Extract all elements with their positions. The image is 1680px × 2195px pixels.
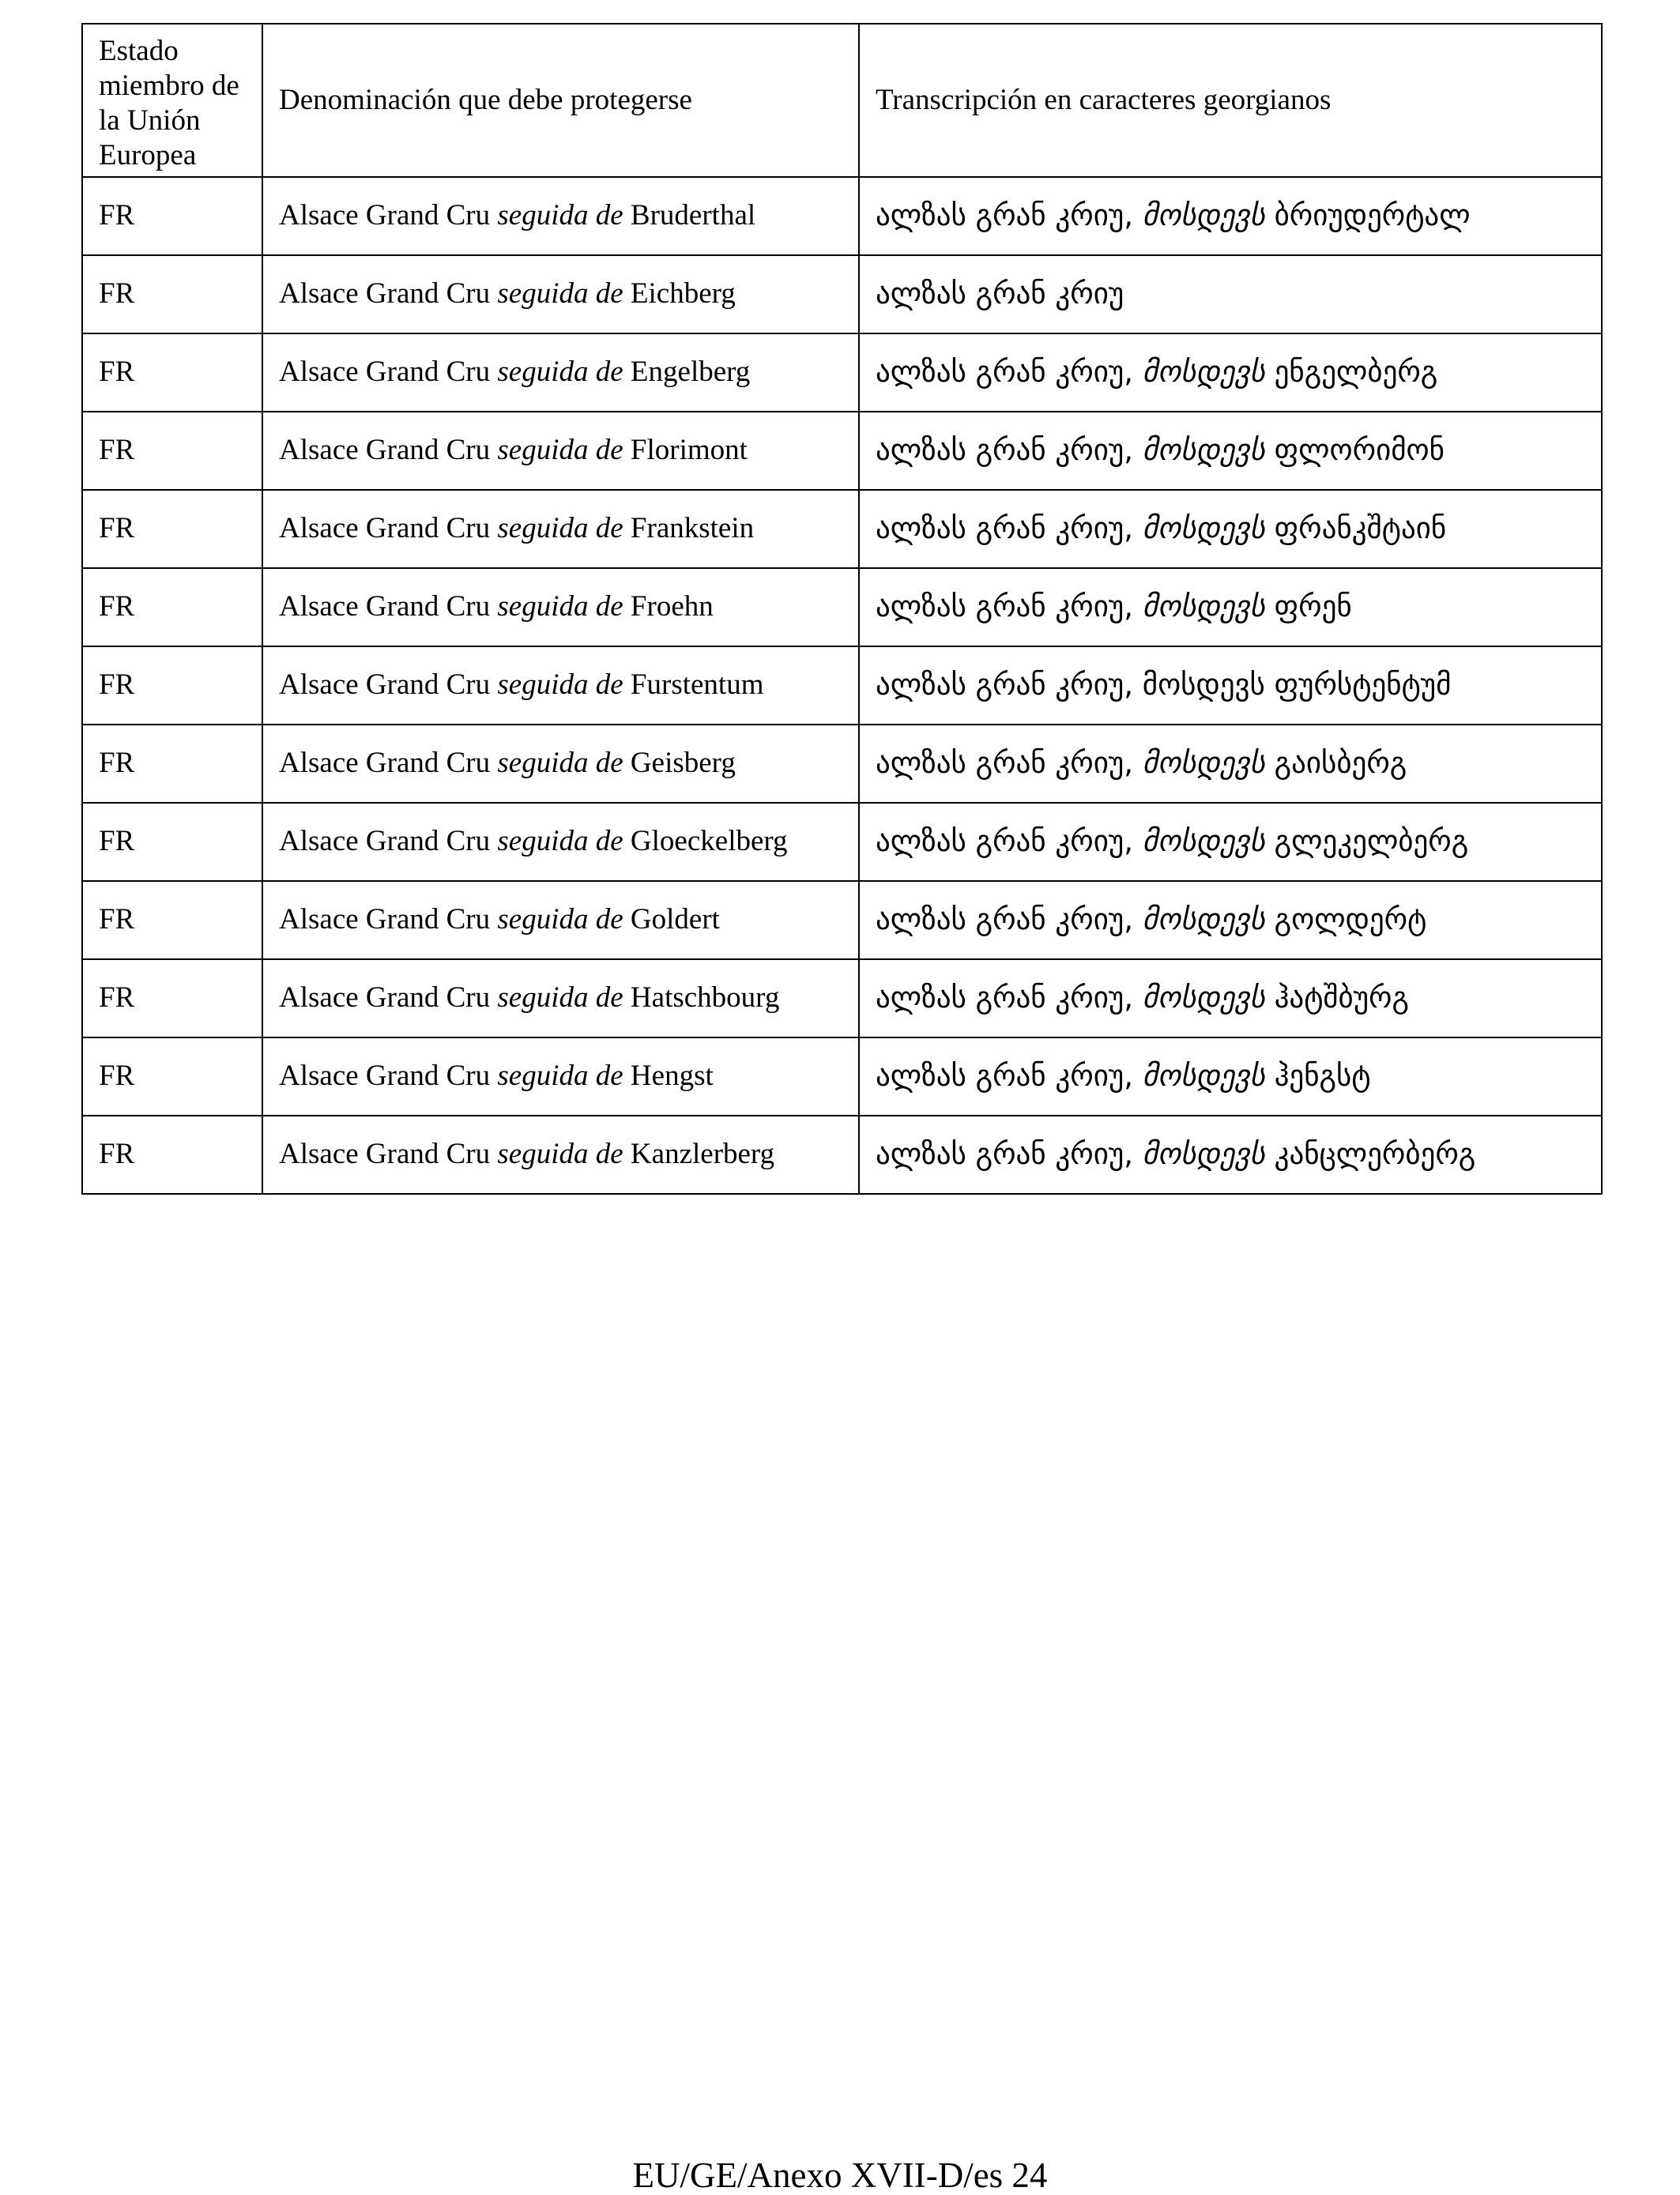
denomination-connector: seguida de (497, 668, 623, 701)
transcription-base: ალზას გრან კრიუ (876, 277, 1124, 311)
transcription-separator: , (1124, 1059, 1143, 1093)
cell-transcription (859, 177, 1602, 255)
cell-state: FR (82, 1116, 262, 1194)
cell-state: FR (82, 412, 262, 490)
transcription-base: ალზას გრან კრიუ (876, 824, 1124, 858)
header-transcription: Transcripción en caracteres georgianos (859, 24, 1602, 177)
denomination-connector: seguida de (497, 590, 623, 623)
transcription-suffix: ჰენგსტ (1264, 1059, 1371, 1093)
cell-state: FR (82, 725, 262, 803)
transcription-suffix: გოლდერტ (1264, 902, 1427, 936)
denomination-suffix: Frankstein (623, 512, 755, 544)
transcription-base: ალზას გრან კრიუ (876, 355, 1124, 389)
transcription-connector: მოსდევს (1142, 981, 1265, 1015)
denomination-prefix: Alsace Grand Cru (279, 277, 498, 310)
denomination-suffix: Gloeckelberg (623, 825, 788, 857)
denomination-connector: seguida de (497, 277, 623, 310)
transcription-connector: მოსდევს (1142, 511, 1265, 545)
table-row (82, 490, 1602, 568)
transcription-suffix: ფურსტენტუმ (1264, 668, 1452, 702)
transcription-connector: მოსდევს (1142, 746, 1265, 780)
transcription-separator: , (1124, 1137, 1143, 1171)
denomination-suffix: Kanzlerberg (623, 1138, 775, 1170)
transcription-base: ალზას გრან კრიუ (876, 511, 1124, 545)
cell-transcription (859, 881, 1602, 959)
cell-state: FR (82, 333, 262, 412)
denomination-connector: seguida de (497, 356, 623, 388)
cell-denomination (262, 490, 859, 568)
denomination-prefix: Alsace Grand Cru (279, 199, 498, 232)
cell-transcription (859, 568, 1602, 646)
denomination-prefix: Alsace Grand Cru (279, 356, 498, 388)
denomination-suffix: Engelberg (623, 356, 751, 388)
transcription-connector: მოსდევს (1142, 1059, 1265, 1093)
transcription-separator: , (1124, 589, 1143, 623)
transcription-base: ალზას გრან კრიუ (876, 1059, 1124, 1093)
cell-denomination (262, 1037, 859, 1116)
cell-denomination (262, 725, 859, 803)
transcription-suffix: გაისბერგ (1264, 746, 1407, 780)
denomination-connector: seguida de (497, 199, 623, 232)
cell-transcription (859, 490, 1602, 568)
denomination-connector: seguida de (497, 747, 623, 779)
cell-state: FR (82, 490, 262, 568)
table-row (82, 959, 1602, 1037)
transcription-separator: , (1124, 668, 1143, 702)
table-row (82, 568, 1602, 646)
cell-transcription (859, 646, 1602, 725)
transcription-base: ალზას გრან კრიუ (876, 198, 1124, 232)
cell-state: FR (82, 177, 262, 255)
denomination-prefix: Alsace Grand Cru (279, 590, 498, 623)
denomination-suffix: Furstentum (623, 668, 764, 701)
header-state: Estado miembro de la Unión Europea (82, 24, 262, 177)
table-row (82, 1116, 1602, 1194)
transcription-connector: მოსდევს (1142, 902, 1265, 936)
denomination-connector: seguida de (497, 903, 623, 936)
transcription-separator: , (1124, 902, 1143, 936)
transcription-base: ალზას გრან კრიუ (876, 902, 1124, 936)
transcription-suffix: ფრენ (1264, 589, 1352, 623)
denomination-suffix: Florimont (623, 434, 748, 466)
table-header-row (82, 24, 1602, 177)
table-row (82, 1037, 1602, 1116)
cell-denomination (262, 803, 859, 881)
transcription-base: ალზას გრან კრიუ (876, 1137, 1124, 1171)
cell-state: FR (82, 1037, 262, 1116)
denomination-suffix: Goldert (623, 903, 720, 936)
denomination-prefix: Alsace Grand Cru (279, 1060, 498, 1092)
cell-state: FR (82, 959, 262, 1037)
transcription-separator: , (1124, 981, 1143, 1015)
cell-state: FR (82, 803, 262, 881)
transcription-separator: , (1124, 824, 1143, 858)
denomination-prefix: Alsace Grand Cru (279, 668, 498, 701)
transcription-base: ალზას გრან კრიუ (876, 746, 1124, 780)
transcription-separator: , (1124, 198, 1143, 232)
cell-state: FR (82, 255, 262, 333)
denomination-prefix: Alsace Grand Cru (279, 981, 498, 1014)
table-row (82, 255, 1602, 333)
cell-transcription (859, 412, 1602, 490)
denomination-suffix: Hengst (623, 1060, 714, 1092)
transcription-connector: მოსდევს (1142, 589, 1265, 623)
cell-transcription (859, 803, 1602, 881)
cell-denomination (262, 568, 859, 646)
denomination-connector: seguida de (497, 1138, 623, 1170)
cell-state: FR (82, 568, 262, 646)
transcription-suffix: ენგელბერგ (1264, 355, 1438, 389)
transcription-connector: მოსდევს (1142, 668, 1265, 702)
cell-transcription (859, 1037, 1602, 1116)
gi-table (81, 23, 1603, 1195)
page-footer-reference: EU/GE/Anexo XVII-D/es 24 (632, 2155, 1048, 2195)
transcription-suffix: კანცლერბერგ (1264, 1137, 1476, 1171)
cell-transcription (859, 725, 1602, 803)
transcription-separator: , (1124, 746, 1143, 780)
denomination-suffix: Eichberg (623, 277, 736, 310)
table-row (82, 177, 1602, 255)
cell-transcription (859, 1116, 1602, 1194)
denomination-prefix: Alsace Grand Cru (279, 747, 498, 779)
cell-denomination (262, 881, 859, 959)
denomination-connector: seguida de (497, 512, 623, 544)
denomination-suffix: Froehn (623, 590, 714, 623)
table-row (82, 333, 1602, 412)
table-row (82, 412, 1602, 490)
denomination-suffix: Hatschbourg (623, 981, 780, 1014)
cell-state: FR (82, 646, 262, 725)
transcription-connector: მოსდევს (1142, 1137, 1265, 1171)
cell-state: FR (82, 881, 262, 959)
table-row (82, 803, 1602, 881)
denomination-suffix: Geisberg (623, 747, 736, 779)
transcription-suffix: გლეკელბერგ (1264, 824, 1469, 858)
table-row (82, 646, 1602, 725)
cell-denomination (262, 412, 859, 490)
denomination-suffix: Bruderthal (623, 199, 756, 232)
cell-denomination (262, 959, 859, 1037)
transcription-connector: მოსდევს (1142, 198, 1265, 232)
header-denomination: Denominación que debe protegerse (262, 24, 859, 177)
transcription-separator: , (1124, 433, 1143, 467)
transcription-base: ალზას გრან კრიუ (876, 433, 1124, 467)
denomination-prefix: Alsace Grand Cru (279, 903, 498, 936)
transcription-suffix: ფლორიმონ (1264, 433, 1445, 467)
transcription-separator: , (1124, 355, 1143, 389)
transcription-separator: , (1124, 511, 1143, 545)
transcription-base: ალზას გრან კრიუ (876, 668, 1124, 702)
transcription-suffix: ჰატშბურგ (1264, 981, 1409, 1015)
transcription-suffix: ფრანკშტაინ (1264, 511, 1447, 545)
transcription-base: ალზას გრან კრიუ (876, 589, 1124, 623)
denomination-connector: seguida de (497, 825, 623, 857)
cell-transcription (859, 959, 1602, 1037)
table-row (82, 881, 1602, 959)
transcription-base: ალზას გრან კრიუ (876, 981, 1124, 1015)
denomination-prefix: Alsace Grand Cru (279, 434, 498, 466)
denomination-prefix: Alsace Grand Cru (279, 825, 498, 857)
transcription-connector: მოსდევს (1142, 824, 1265, 858)
denomination-prefix: Alsace Grand Cru (279, 1138, 498, 1170)
cell-denomination (262, 255, 859, 333)
denomination-prefix: Alsace Grand Cru (279, 512, 498, 544)
cell-transcription (859, 333, 1602, 412)
cell-transcription (859, 255, 1602, 333)
cell-denomination (262, 1116, 859, 1194)
denomination-connector: seguida de (497, 981, 623, 1014)
cell-denomination (262, 177, 859, 255)
denomination-connector: seguida de (497, 1060, 623, 1092)
denomination-connector: seguida de (497, 434, 623, 466)
transcription-connector: მოსდევს (1142, 355, 1265, 389)
cell-denomination (262, 646, 859, 725)
cell-denomination (262, 333, 859, 412)
transcription-suffix: ბრიუდერტალ (1264, 198, 1471, 232)
transcription-connector: მოსდევს (1142, 433, 1265, 467)
table-row (82, 725, 1602, 803)
